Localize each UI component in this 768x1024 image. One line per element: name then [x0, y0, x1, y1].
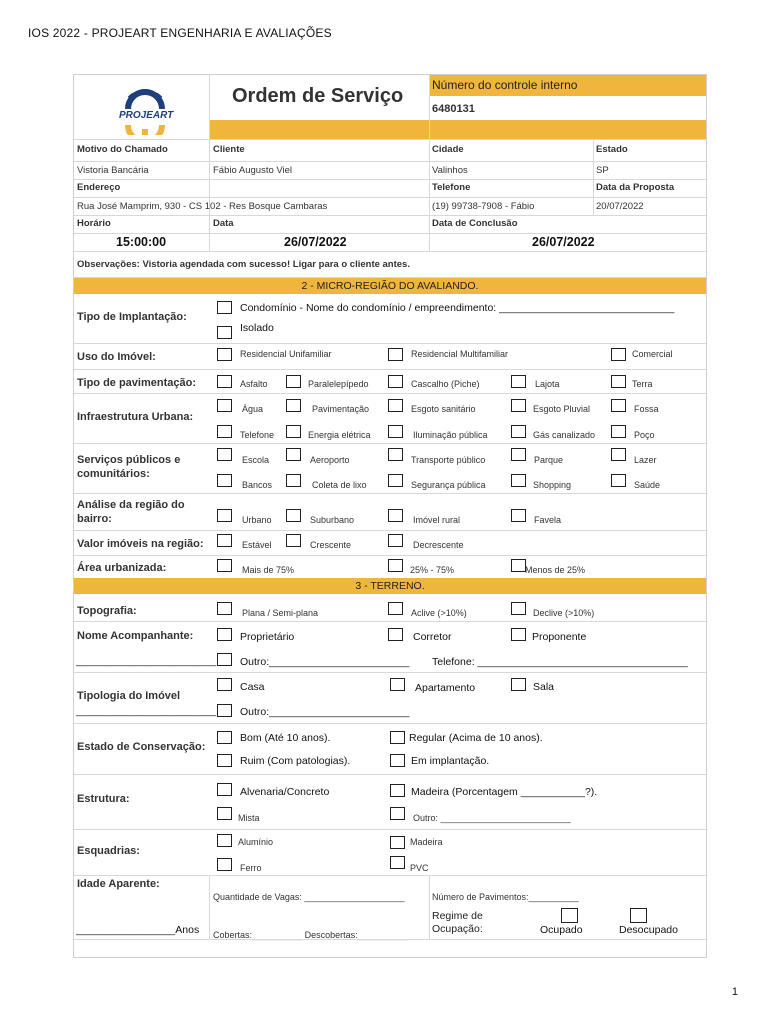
- serv-option: Segurança pública: [411, 480, 486, 490]
- acomp-checkbox[interactable]: [511, 628, 526, 641]
- vagas-field[interactable]: Quantidade de Vagas: ____________________: [213, 892, 405, 902]
- esq-option: Madeira: [410, 837, 443, 847]
- conclusao-value: 26/07/2022: [532, 235, 595, 249]
- infra-option: Esgoto Pluvial: [533, 404, 591, 414]
- serv-checkbox[interactable]: [511, 448, 526, 461]
- data-proposta-label: Data da Proposta: [596, 182, 675, 193]
- tip-checkbox[interactable]: [217, 678, 232, 691]
- serv-option: Coleta de lixo: [312, 480, 367, 490]
- tipologia-blank[interactable]: ________________________: [76, 705, 217, 717]
- observacoes: Observações: Vistoria agendada com sucesso! Ligar para o cliente antes.: [77, 259, 410, 270]
- cons-option: Em implantação.: [411, 755, 490, 767]
- analise-option: Urbano: [242, 515, 272, 525]
- acomp-outro-checkbox[interactable]: [217, 653, 232, 666]
- pav-checkbox[interactable]: [388, 375, 403, 388]
- estrutura-label: Estrutura:: [77, 793, 130, 805]
- uso-option: Residencial Multifamiliar: [411, 349, 509, 359]
- condominio-option: Condomínio - Nome do condomínio / empreendimento: ______________________________: [240, 302, 675, 314]
- telefone-label: Telefone: [432, 182, 471, 193]
- tipologia-label: Tipologia do Imóvel: [77, 690, 181, 702]
- analise-checkbox[interactable]: [217, 509, 232, 522]
- acomp-checkbox[interactable]: [217, 628, 232, 641]
- estr-checkbox[interactable]: [390, 807, 405, 820]
- estr-checkbox[interactable]: [217, 783, 232, 796]
- topo-option: Aclive (>10%): [411, 608, 467, 618]
- uso-multifamiliar-checkbox[interactable]: [388, 348, 403, 361]
- horario-label: Horário: [77, 218, 111, 229]
- acompanhante-name-blank[interactable]: ________________________: [76, 655, 217, 667]
- estr-option[interactable]: Outro: __________________________: [413, 813, 571, 823]
- condominio-checkbox[interactable]: [217, 301, 232, 314]
- pav-checkbox[interactable]: [286, 375, 301, 388]
- control-number-value: 6480131: [432, 103, 475, 115]
- infra-option: Esgoto sanitário: [411, 404, 476, 414]
- valor-checkbox[interactable]: [217, 534, 232, 547]
- serv-checkbox[interactable]: [217, 474, 232, 487]
- infra-option: Telefone: [240, 430, 275, 440]
- isolado-checkbox[interactable]: [217, 326, 232, 339]
- valor-checkbox[interactable]: [286, 534, 301, 547]
- pav-option: Lajota: [535, 379, 560, 389]
- horario-value: 15:00:00: [116, 235, 167, 249]
- infra-option: Poço: [634, 430, 655, 440]
- esq-checkbox[interactable]: [390, 856, 405, 869]
- serv-checkbox[interactable]: [286, 474, 301, 487]
- topo-checkbox[interactable]: [388, 602, 403, 615]
- cidade-label: Cidade: [432, 144, 464, 155]
- serv-option: Lazer: [634, 455, 657, 465]
- implantacao-label: Tipo de Implantação:: [77, 311, 187, 323]
- infra-checkbox[interactable]: [511, 399, 526, 412]
- tip-option: Sala: [533, 681, 555, 693]
- tip-option: Casa: [240, 681, 265, 693]
- area-option: Mais de 75%: [242, 565, 295, 575]
- infra-checkbox[interactable]: [611, 399, 626, 412]
- topo-option: Plana / Semi-plana: [242, 608, 319, 618]
- area-option: 25% - 75%: [410, 565, 455, 575]
- tip-outro-checkbox[interactable]: [217, 704, 232, 717]
- data-label: Data: [213, 218, 234, 229]
- area-label: Área urbanizada:: [77, 562, 167, 574]
- valor-option: Estável: [242, 540, 272, 550]
- infra-checkbox[interactable]: [217, 425, 232, 438]
- cons-checkbox[interactable]: [217, 731, 232, 744]
- tip-checkbox[interactable]: [390, 678, 405, 691]
- serv-checkbox[interactable]: [388, 474, 403, 487]
- estr-option: Alvenaria/Concreto: [240, 786, 330, 798]
- serv-checkbox[interactable]: [611, 474, 626, 487]
- isolado-option: Isolado: [240, 322, 274, 334]
- section-terreno: 3 - TERRENO.: [74, 578, 706, 594]
- valor-label: Valor imóveis na região:: [77, 538, 204, 550]
- conservacao-label: Estado de Conservação:: [77, 741, 206, 753]
- valor-option: Crescente: [310, 540, 352, 550]
- form-title: Ordem de Serviço: [232, 85, 404, 107]
- uso-label: Uso do Imóvel:: [77, 351, 156, 363]
- cons-checkbox[interactable]: [390, 754, 405, 767]
- estado-label: Estado: [596, 144, 628, 155]
- estr-checkbox[interactable]: [390, 784, 405, 797]
- section-micro-regiao: 2 - MICRO-REGIÃO DO AVALIANDO.: [74, 278, 706, 294]
- topo-option: Declive (>10%): [533, 608, 595, 618]
- serv-checkbox[interactable]: [217, 448, 232, 461]
- analise-label: Análise da região do bairro:: [77, 499, 185, 525]
- infra-checkbox[interactable]: [388, 399, 403, 412]
- uso-option: Comercial: [632, 349, 673, 359]
- serv-checkbox[interactable]: [511, 474, 526, 487]
- topo-checkbox[interactable]: [217, 602, 232, 615]
- acomp-telefone-blank[interactable]: Telefone: ____________________________________: [432, 656, 688, 668]
- acomp-option: Corretor: [413, 631, 452, 643]
- control-number-label: Número do controle interno: [432, 78, 578, 92]
- infra-option: Fossa: [634, 404, 659, 414]
- analise-checkbox[interactable]: [511, 509, 526, 522]
- serv-option: Shopping: [533, 480, 572, 490]
- cliente-value: Fábio Augusto Viel: [213, 165, 293, 176]
- pav-checkbox[interactable]: [611, 375, 626, 388]
- acomp-outro: Outro:________________________: [240, 656, 410, 668]
- cons-option: Ruim (Com patologias).: [240, 755, 351, 767]
- pav-option: Asfalto: [240, 379, 268, 389]
- esq-option: Ferro: [240, 863, 262, 873]
- infra-option: Energia elétrica: [308, 430, 371, 440]
- desocupado-checkbox[interactable]: [630, 908, 647, 923]
- area-checkbox[interactable]: [217, 559, 232, 572]
- topografia-label: Topografia:: [77, 605, 137, 617]
- esq-checkbox[interactable]: [217, 834, 232, 847]
- motivo-value: Vistoria Bancária: [77, 165, 149, 176]
- estado-value: SP: [596, 165, 609, 176]
- regime-label: Regime de Ocupação:: [432, 910, 483, 935]
- cobertas-field[interactable]: Cobertas:__________ Descobertas:__________: [213, 930, 408, 940]
- serv-option: Bancos: [242, 480, 273, 490]
- infra-checkbox[interactable]: [286, 399, 301, 412]
- acomp-option: Proponente: [532, 631, 587, 643]
- infra-option: Pavimentação: [312, 404, 370, 414]
- tip-option: Apartamento: [415, 682, 476, 694]
- idade-label: Idade Aparente:: [77, 878, 160, 890]
- cons-option: Regular (Acima de 10 anos).: [409, 732, 543, 744]
- analise-checkbox[interactable]: [388, 509, 403, 522]
- cons-checkbox[interactable]: [217, 754, 232, 767]
- projeart-logo: [114, 89, 176, 135]
- endereco-label: Endereço: [77, 182, 121, 193]
- analise-option: Favela: [534, 515, 562, 525]
- serv-option: Saúde: [634, 480, 661, 490]
- infra-checkbox[interactable]: [286, 425, 301, 438]
- pav-option: Cascalho (Piche): [411, 379, 480, 389]
- cidade-value: Valinhos: [432, 165, 468, 176]
- esq-checkbox[interactable]: [390, 836, 405, 849]
- ocupado-checkbox[interactable]: [561, 908, 578, 923]
- cliente-label: Cliente: [213, 144, 245, 155]
- estr-checkbox[interactable]: [217, 807, 232, 820]
- uso-option: Residencial Unifamiliar: [240, 349, 332, 359]
- infra-label: Infraestrutura Urbana:: [77, 411, 194, 423]
- pav-option: Terra: [632, 379, 653, 389]
- pav-option: Paralelepípedo: [308, 379, 369, 389]
- cons-option: Bom (Até 10 anos).: [240, 732, 331, 744]
- endereco-value: Rua José Mamprim, 930 - CS 102 - Res Bosque Cambaras: [77, 201, 328, 212]
- area-option: Menos de 25%: [525, 565, 586, 575]
- esq-checkbox[interactable]: [217, 858, 232, 871]
- infra-option: Água: [242, 404, 264, 414]
- cons-checkbox[interactable]: [390, 731, 405, 744]
- motivo-label: Motivo do Chamado: [77, 144, 168, 155]
- conclusao-label: Data de Conclusão: [432, 218, 518, 229]
- analise-option: Suburbano: [310, 515, 355, 525]
- page-number: 1: [731, 986, 738, 998]
- serv-checkbox[interactable]: [611, 448, 626, 461]
- esq-option: PVC: [410, 863, 429, 873]
- estr-option: Madeira (Porcentagem ___________?).: [411, 786, 598, 798]
- telefone-value: (19) 99738-7908 - Fábio: [432, 201, 535, 212]
- data-value: 26/07/2022: [284, 235, 347, 249]
- pavimentacao-label: Tipo de pavimentação:: [77, 377, 196, 389]
- valor-checkbox[interactable]: [388, 534, 403, 547]
- tip-checkbox[interactable]: [511, 678, 526, 691]
- infra-checkbox[interactable]: [217, 399, 232, 412]
- page-header: IOS 2022 - PROJEART ENGENHARIA E AVALIAÇÕES: [28, 26, 332, 40]
- pavimentos-field[interactable]: Número de Pavimentos:__________: [432, 892, 579, 902]
- idade-anos-blank[interactable]: _________________Anos: [76, 924, 200, 936]
- service-order-form: [73, 74, 707, 958]
- area-checkbox[interactable]: [511, 559, 526, 572]
- infra-checkbox[interactable]: [611, 425, 626, 438]
- serv-option: Transporte público: [411, 455, 486, 465]
- acompanhante-label: Nome Acompanhante:: [77, 630, 194, 642]
- serv-checkbox[interactable]: [286, 448, 301, 461]
- desocupado-option: Desocupado: [619, 924, 678, 936]
- tip-outro: Outro:________________________: [240, 706, 410, 718]
- serv-option: Escola: [242, 455, 270, 465]
- serv-option: Parque: [534, 455, 564, 465]
- area-checkbox[interactable]: [388, 559, 403, 572]
- data-proposta-value: 20/07/2022: [596, 201, 644, 212]
- infra-checkbox[interactable]: [388, 425, 403, 438]
- infra-checkbox[interactable]: [511, 425, 526, 438]
- pav-checkbox[interactable]: [217, 375, 232, 388]
- uso-unifamiliar-checkbox[interactable]: [217, 348, 232, 361]
- esquadrias-label: Esquadrias:: [77, 845, 140, 857]
- acomp-option: Proprietário: [240, 631, 295, 643]
- pav-checkbox[interactable]: [511, 375, 526, 388]
- topo-checkbox[interactable]: [511, 602, 526, 615]
- serv-checkbox[interactable]: [388, 448, 403, 461]
- analise-option: Imóvel rural: [413, 515, 461, 525]
- estr-option: Mista: [238, 813, 260, 823]
- ocupado-option: Ocupado: [540, 924, 583, 936]
- logo-text: PROJEART: [119, 110, 174, 121]
- esq-option: Alumínio: [238, 837, 274, 847]
- infra-option: Gás canalizado: [533, 430, 596, 440]
- servicos-label: Serviços públicos e comunitários:: [77, 454, 181, 480]
- acomp-checkbox[interactable]: [388, 628, 403, 641]
- infra-option: Iluminação pública: [413, 430, 488, 440]
- serv-option: Aeroporto: [310, 455, 350, 465]
- uso-comercial-checkbox[interactable]: [611, 348, 626, 361]
- analise-checkbox[interactable]: [286, 509, 301, 522]
- valor-option: Decrescente: [413, 540, 464, 550]
